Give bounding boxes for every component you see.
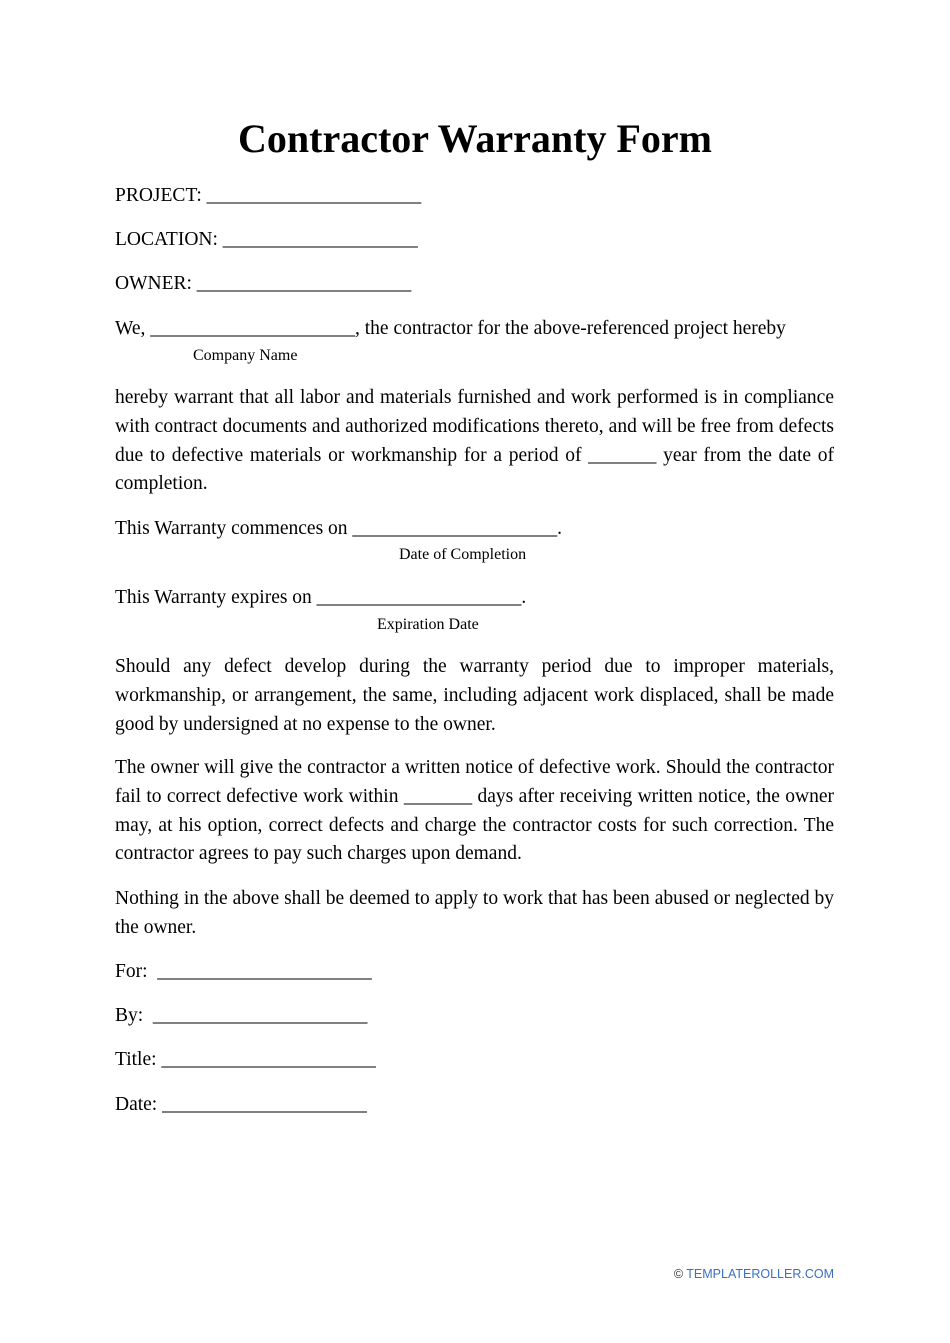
- title-field: Title: ______________________: [115, 1049, 376, 1070]
- expiration-date-caption: Expiration Date: [377, 616, 479, 633]
- date-of-completion-caption: Date of Completion: [399, 546, 527, 563]
- by-field: By: ______________________: [115, 1005, 368, 1026]
- company-name-caption: Company Name: [193, 347, 298, 364]
- page-title: Contractor Warranty Form: [238, 116, 712, 161]
- date-field: Date: _____________________: [115, 1094, 367, 1115]
- company-statement-line: We, _____________________, the contractor for the above-referenced project hereby: [115, 318, 786, 339]
- owner-field: OWNER: ______________________: [115, 273, 412, 294]
- location-field: LOCATION: ____________________: [115, 229, 418, 250]
- footer-brand-link[interactable]: TEMPLATEROLLER.COM: [686, 1267, 834, 1281]
- for-field: For: ______________________: [115, 961, 372, 982]
- defect-paragraph: Should any defect develop during the warranty period due to improper materials, workmanship, or arrangement, the same, including adjacent work displaced, shall be made good by undersigned at no expense to the owner.: [115, 656, 834, 735]
- notice-paragraph: The owner will give the contractor a written notice of defective work. Should the contractor fail to correct defective work within _______ days after receiving written notice, the owner may, at his option, correct defects and charge the contractor costs for such correction. The contractor agrees to pay such charges upon demand.: [115, 757, 834, 865]
- footer-credit: [674, 1266, 834, 1282]
- copyright-symbol: ©: [673, 1267, 684, 1281]
- abuse-paragraph: Nothing in the above shall be deemed to apply to work that has been abused or neglected by the owner.: [115, 888, 834, 938]
- warranty-commences-line: This Warranty commences on _____________________.: [115, 518, 563, 539]
- warranty-expires-line: This Warranty expires on _____________________.: [115, 587, 527, 608]
- project-field: PROJECT: ______________________: [115, 185, 422, 206]
- warranty-paragraph: hereby warrant that all labor and materials furnished and work performed is in compliance with contract documents and authorized modifications thereto, and will be free from defects due to defective materials or workmanship for a period of _______ year from the date of completion.: [115, 387, 834, 495]
